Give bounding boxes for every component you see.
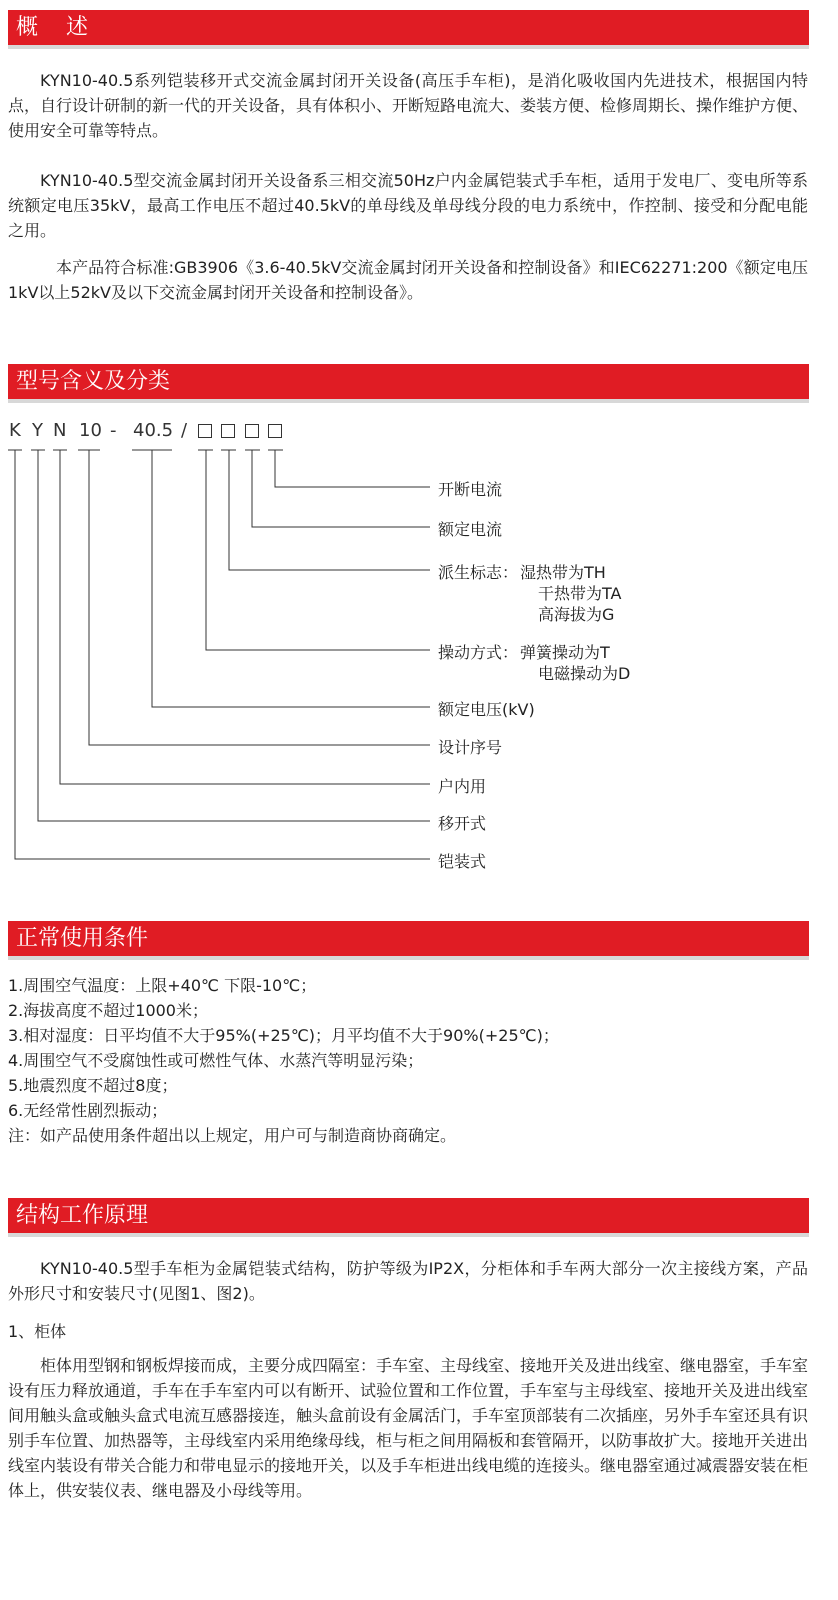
code-voltage: 40.5 [133, 420, 174, 441]
structure-paragraph-1: KYN10-40.5型手车柜为金属铠装式结构，防护等级为IP2X，分柜体和手车两大部分一次主接线方案，产品外形尺寸和安装尺寸(见图1、图2)。 [8, 1259, 808, 1303]
label-operation: 操动方式： [438, 643, 519, 662]
label-withdrawable: 移开式 [438, 814, 487, 833]
section-title: 型号含义及分类 [16, 369, 171, 394]
structure-heading-cabinet: 1、柜体 [8, 1322, 67, 1341]
label-derived-g: 高海拔为G [538, 605, 615, 624]
list-item: 6.无经常性剧烈振动； [8, 1101, 168, 1120]
label-derived-mark: 派生标志： [438, 563, 519, 582]
code-design-no: 10 [79, 420, 102, 441]
section-title: 正常使用条件 [16, 926, 149, 951]
section-header-model [8, 364, 809, 399]
list-item: 4.周围空气不受腐蚀性或可燃性气体、水蒸汽等明显污染； [8, 1051, 424, 1070]
code-letter-n: N [53, 420, 67, 441]
label-design-no: 设计序号 [438, 738, 503, 757]
model-code-leader-lines [0, 400, 838, 900]
conditions-list [8, 973, 559, 1148]
code-dash: - [110, 420, 117, 441]
code-letter-k: K [9, 420, 21, 441]
label-rated-current: 额定电流 [438, 520, 503, 539]
label-operation-d: 电磁操动为D [538, 664, 631, 683]
list-item: 5.地震烈度不超过8度； [8, 1076, 178, 1095]
section-title: 概 述 [16, 15, 88, 40]
section-header-structure [8, 1198, 809, 1233]
list-item: 2.海拔高度不超过1000米； [8, 1001, 208, 1020]
code-letter-y: Y [32, 420, 43, 441]
label-rated-voltage: 额定电压(kV) [438, 700, 535, 719]
section-title: 结构工作原理 [16, 1203, 149, 1228]
label-indoor: 户内用 [438, 777, 487, 796]
label-derived-th: 湿热带为TH [520, 563, 606, 582]
label-armored: 铠装式 [438, 852, 487, 871]
label-derived-ta: 干热带为TA [538, 584, 622, 603]
structure-paragraph-2: 柜体用型钢和钢板焊接而成，主要分成四隔室：手车室、主母线室、接地开关及进出线室、继电器室，手车室设有压力释放通道，手车在手车室内可以有断开、试验位置和工作位置，手车室与主母线室、接地开关及进出线室间用触头盒或触头盒式电流互感器接连，触头盒前设有金属活门，手车室顶部装有二次插座，另外手车室还具有识别手车位置、加热器等，主母线室内采用绝缘母线，柜与柜之间用隔板和套管隔开，以防事故扩大。接地开关进出线室内装设有带关合能力和带电显示的接地开关，以及手车柜进出线电缆的连接头。继电器室通过减震器安装在柜体上，供安装仪表、继电器及小母线等用。 [8, 1356, 809, 1500]
list-item: 3.相对湿度：日平均值不大于95%(+25℃)；月平均值不大于90%(+25℃)； [8, 1026, 559, 1045]
list-item: 1.周围空气温度：上限+40℃ 下限-10℃； [8, 976, 317, 995]
section-header-conditions [8, 921, 809, 956]
overview-paragraph-2: KYN10-40.5型交流金属封闭开关设备系三相交流50Hz户内金属铠装式手车柜，适用于发电厂、变电所等系统额定电压35kV，最高工作电压不超过40.5kV的单母线及单母线分段的电力系统中，作控制、接受和分配电能之用。 [8, 171, 808, 240]
section-header-overview [8, 10, 809, 45]
label-operation-t: 弹簧操动为T [520, 643, 610, 662]
label-breaking-current: 开断电流 [438, 480, 503, 499]
overview-paragraph-1: KYN10-40.5系列铠装移开式交流金属封闭开关设备(高压手车柜)，是消化吸收国内先进技术，根据国内特点，自行设计研制的新一代的开关设备，具有体积小、开断短路电流大、娄装方便、检修周期长、操作维护方便、使用安全可靠等特点。 [8, 71, 809, 140]
code-slash: / [181, 420, 188, 441]
list-item: 注：如产品使用条件超出以上规定，用户可与制造商协商确定。 [8, 1126, 457, 1145]
overview-paragraph-3: 本产品符合标准:GB3906《3.6-40.5kV交流金属封闭开关设备和控制设备》和IEC62271:200《额定电压1kV以上52kV及以下交流金属封闭开关设备和控制设备》。 [8, 258, 808, 302]
